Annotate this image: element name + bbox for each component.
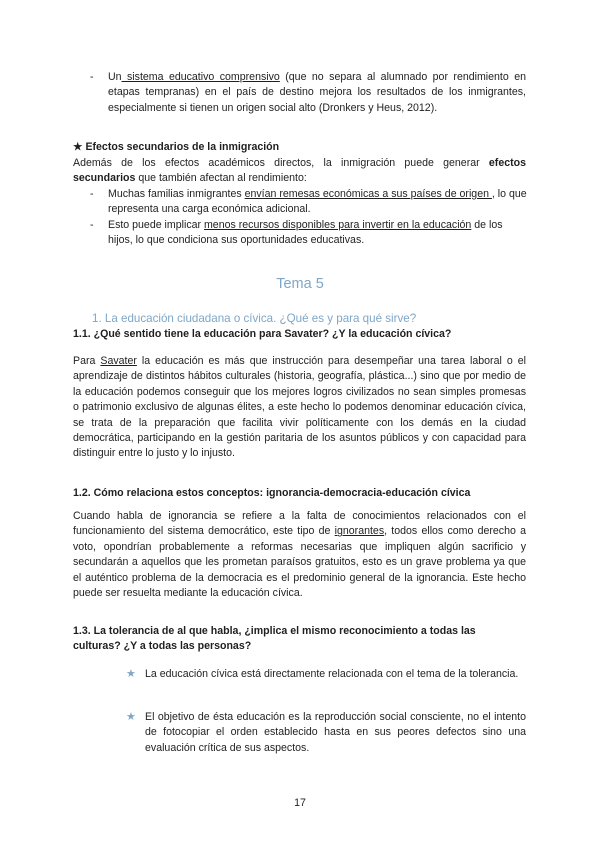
section-heading: ★ Efectos secundarios de la inmigración — [73, 141, 280, 153]
paragraph-text: la educación es más que instrucción para desempeñar una tarea laboral o el aprendizaje de distintos hábitos culturales (historia, geografía, plástica...) sino que por medio de la educación podemos conseguir que los mejores logros civilizados no sean simples promesas o patrimonio exclusivo de algunas élites, a este hecho lo podemos denominar educación cívica, se trata de la preparación que facilita vivir políticamente con los demás en la ciudad democrática, participando en la gestión paritaria de los asuntos públicos y con capacidad para distinguir entre lo justo y lo injusto. — [73, 355, 526, 460]
list-item: La educación cívica está directamente relacionada con el tema de la tolerancia. — [145, 668, 519, 680]
dash-bullet: - — [90, 71, 94, 83]
subsection-title: 1.3. La tolerancia de al que habla, ¿implica el mismo reconocimiento a todas las — [73, 625, 476, 637]
list-item-text: (que no separa al alumnado por rendimiento en etapas tempranas) en el país de destino mejora los resultados de los inmigrantes, especialmente si tienen un origen social alto (Dronkers y Heus, 2012). — [108, 71, 527, 114]
underlined-phrase: envían remesas económicas a sus países de origen — [244, 188, 492, 200]
star-bullet-icon: ★ — [126, 711, 136, 723]
paragraph-text: , todos ellos como derecho a voto, opondrían probablemente a reformas necesarias que impliquen algún sacrificio y secundarán a aquellos que les prometan paraísos gratuitos, esto es un grave problema ya que el auténtico problema de la democracia es el predominio general de la ignorancia. Este hecho puede ser resuelta mediante la educación cívica. — [73, 525, 527, 600]
list-item — [108, 187, 528, 218]
underlined-phrase: menos recursos disponibles para invertir en la educación — [203, 219, 472, 231]
list-item: El objetivo de ésta educación es la reproducción social consciente, no el intento de fotocopiar el orden establecido hasta en sus peores defectos sino una evaluación crítica de sus aspectos. — [145, 711, 526, 754]
list-item-text: Un — [108, 71, 122, 83]
underlined-phrase: ignorantes — [334, 525, 385, 538]
list-item-text: de los hijos, lo que condiciona sus oportunidades educativas. — [108, 219, 503, 247]
underlined-phrase: Savater — [100, 355, 137, 367]
paragraph-text: que también afectan al rendimiento: — [135, 172, 307, 185]
paragraph — [73, 509, 526, 601]
page-number: 17 — [294, 797, 306, 809]
list-item — [108, 70, 526, 116]
section-title: 1. La educación ciudadana o cívica. ¿Qué es y para qué sirve? — [92, 312, 417, 325]
dash-bullet: - — [90, 188, 94, 200]
paragraph — [73, 156, 526, 187]
subsection-title: 1.2. Cómo relaciona estos conceptos: ignorancia-democracia-educación cívica — [73, 487, 471, 499]
paragraph-text: Para — [73, 355, 101, 367]
paragraph-text: Cuando habla de ignorancia se refiere a la falta de conocimientos relacionados con el funcionamiento del sistema democrático, este tipo de — [73, 510, 526, 538]
list-item-text: Muchas familias inmigrantes — [108, 188, 245, 200]
paragraph-text: Además de los efectos académicos directos, la inmigración puede generar — [73, 157, 489, 169]
dash-bullet: - — [90, 219, 94, 231]
star-bullet-icon: ★ — [126, 668, 136, 680]
list-item-text: Esto puede implicar — [108, 219, 204, 231]
subsection-title-continued: culturas? ¿Y a todas las personas? — [73, 640, 252, 652]
paragraph — [73, 354, 526, 462]
underlined-phrase: sistema educativo comprensivo — [121, 71, 280, 83]
list-item — [108, 218, 528, 249]
subsection-title: 1.1. ¿Qué sentido tiene la educación para Savater? ¿Y la educación cívica? — [73, 328, 452, 340]
list-item-text: , lo que representa una carga económica adicional. — [108, 188, 527, 216]
bold-phrase: efectos secundarios — [73, 157, 526, 185]
chapter-title: Tema 5 — [276, 276, 324, 292]
